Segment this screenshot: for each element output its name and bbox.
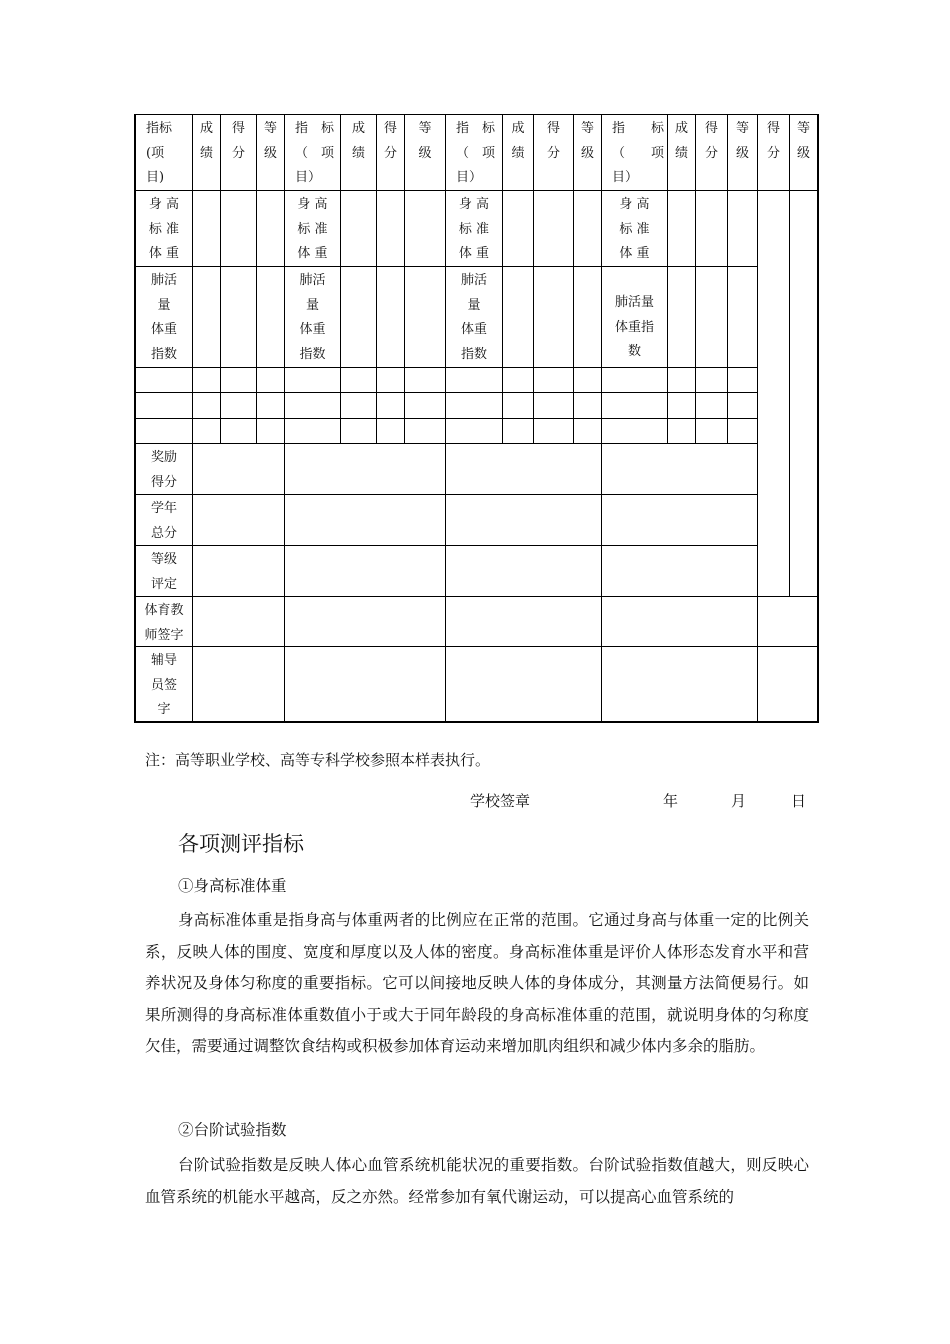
header-points-2: 得 分	[376, 114, 404, 190]
reward-g2	[284, 443, 445, 494]
grade-eval-label: 等级 评定	[135, 545, 192, 596]
data-cell	[695, 392, 727, 418]
data-cell	[695, 190, 727, 266]
data-cell	[192, 266, 220, 367]
header-extra-points: 得 分	[757, 114, 789, 190]
data-cell	[727, 190, 757, 266]
data-cell	[376, 367, 404, 392]
data-cell	[376, 266, 404, 367]
counselor-g4	[601, 646, 757, 721]
reward-g3	[445, 443, 601, 494]
data-cell	[533, 418, 573, 443]
header-indicator-3: 指 标 （ 项 目）	[445, 114, 502, 190]
data-cell	[192, 367, 220, 392]
data-cell	[376, 418, 404, 443]
row-height-weight-4: 身 高 标 准 体 重	[601, 190, 667, 266]
data-cell	[404, 418, 445, 443]
year-total-label: 学年 总分	[135, 494, 192, 545]
data-cell	[376, 392, 404, 418]
data-cell	[533, 266, 573, 367]
data-cell	[573, 367, 601, 392]
header-points-4: 得 分	[695, 114, 727, 190]
header-grade-4: 等 级	[727, 114, 757, 190]
header-score-4: 成 绩	[667, 114, 695, 190]
blank-indicator-cell	[601, 418, 667, 443]
data-cell	[404, 367, 445, 392]
extra-grade-cell	[789, 190, 817, 596]
item2-paragraph: 台阶试验指数是反映人体心血管系统机能状况的重要指数。台阶试验指数值越大，则反映心血管系统的机能水平越高，反之亦然。经常参加有氧代谢运动，可以提高心血管系统的	[145, 1156, 809, 1206]
data-cell	[695, 418, 727, 443]
data-cell	[192, 418, 220, 443]
section-title: 各项测评指标	[178, 832, 304, 856]
data-cell	[573, 392, 601, 418]
table-border	[135, 114, 819, 115]
header-points-3: 得 分	[533, 114, 573, 190]
blank-indicator-cell	[135, 418, 192, 443]
table-border	[134, 114, 136, 723]
row-height-weight-1: 身 高 标 准 体 重	[135, 190, 192, 266]
row-vital-2: 肺活 量 体重 指数	[284, 266, 340, 367]
counselor-sign-label: 辅导 员签 字	[135, 646, 192, 721]
reward-g1	[192, 443, 284, 494]
data-cell	[220, 418, 256, 443]
eval-g3	[445, 545, 601, 596]
data-cell	[340, 392, 376, 418]
blank-indicator-cell	[284, 367, 340, 392]
row-vital-3: 肺活 量 体重 指数	[445, 266, 502, 367]
data-cell	[573, 418, 601, 443]
blank-indicator-cell	[601, 367, 667, 392]
data-cell	[727, 418, 757, 443]
data-cell	[502, 367, 533, 392]
blank-indicator-cell	[445, 418, 502, 443]
header-score-2: 成 绩	[340, 114, 376, 190]
data-cell	[727, 266, 757, 367]
pe-sign-g4	[601, 596, 757, 646]
data-cell	[340, 367, 376, 392]
data-cell	[533, 392, 573, 418]
data-cell	[340, 190, 376, 266]
data-cell	[404, 190, 445, 266]
blank-indicator-cell	[284, 392, 340, 418]
table-border	[135, 721, 819, 723]
eval-g2	[284, 545, 445, 596]
year-label: 年	[663, 792, 679, 810]
counselor-g3	[445, 646, 601, 721]
blank-indicator-cell	[601, 392, 667, 418]
row-vital-4: 肺活量 体重指 数	[601, 266, 667, 367]
data-cell	[256, 367, 284, 392]
data-cell	[695, 367, 727, 392]
blank-indicator-cell	[135, 367, 192, 392]
counselor-g1	[192, 646, 284, 721]
data-cell	[667, 392, 695, 418]
data-cell	[502, 418, 533, 443]
data-cell	[502, 266, 533, 367]
pe-sign-g2	[284, 596, 445, 646]
school-seal-label: 学校签章	[470, 792, 531, 810]
reward-g4	[601, 443, 757, 494]
total-g1	[192, 494, 284, 545]
blank-indicator-cell	[135, 392, 192, 418]
pe-sign-g3	[445, 596, 601, 646]
data-cell	[256, 392, 284, 418]
data-cell	[340, 418, 376, 443]
blank-indicator-cell	[445, 367, 502, 392]
data-cell	[695, 266, 727, 367]
pe-teacher-sign-label: 体育教 师签字	[135, 596, 192, 646]
data-cell	[533, 367, 573, 392]
item1-title: ①身高标准体重	[178, 877, 287, 895]
month-label: 月	[731, 792, 747, 810]
data-cell	[220, 190, 256, 266]
row-vital-1: 肺活 量 体重 指数	[135, 266, 192, 367]
header-indicator-4: 指 标 （ 项 目）	[601, 114, 667, 190]
header-grade-2: 等 级	[404, 114, 445, 190]
table-border	[817, 114, 819, 723]
item2-title: ②台阶试验指数	[178, 1121, 287, 1139]
header-score-1: 成 绩	[192, 114, 220, 190]
data-cell	[667, 266, 695, 367]
data-cell	[256, 266, 284, 367]
header-score-3: 成 绩	[502, 114, 533, 190]
total-g4	[601, 494, 757, 545]
pe-sign-g1	[192, 596, 284, 646]
header-points-1: 得 分	[220, 114, 256, 190]
data-cell	[404, 392, 445, 418]
data-cell	[220, 266, 256, 367]
eval-g4	[601, 545, 757, 596]
data-cell	[404, 266, 445, 367]
header-grade-1: 等 级	[256, 114, 284, 190]
data-cell	[340, 266, 376, 367]
table-note: 注：高等职业学校、高等专科学校参照本样表执行。	[145, 751, 491, 769]
header-indicator-2: 指 标 （ 项 目）	[284, 114, 340, 190]
data-cell	[667, 367, 695, 392]
data-cell	[502, 190, 533, 266]
data-cell	[533, 190, 573, 266]
pe-sign-extra	[757, 596, 817, 646]
data-cell	[727, 367, 757, 392]
data-cell	[667, 418, 695, 443]
day-label: 日	[791, 792, 807, 810]
data-cell	[256, 418, 284, 443]
total-g2	[284, 494, 445, 545]
blank-indicator-cell	[284, 418, 340, 443]
counselor-g2	[284, 646, 445, 721]
data-cell	[727, 392, 757, 418]
data-cell	[573, 190, 601, 266]
data-cell	[376, 190, 404, 266]
data-cell	[220, 367, 256, 392]
header-indicator-1: 指标 (项 目)	[135, 114, 192, 190]
extra-points-cell	[757, 190, 789, 596]
data-cell	[667, 190, 695, 266]
total-g3	[445, 494, 601, 545]
header-extra-grade: 等 级	[789, 114, 817, 190]
eval-g1	[192, 545, 284, 596]
reward-points-label: 奖励 得分	[135, 443, 192, 494]
data-cell	[192, 392, 220, 418]
blank-indicator-cell	[445, 392, 502, 418]
item1-paragraph: 身高标准体重是指身高与体重两者的比例应在正常的范围。它通过身高与体重一定的比例关系，反映人体的围度、宽度和厚度以及人体的密度。身高标准体重是评价人体形态发育水平和营养状况及身体匀称度的重要指标。它可以间接地反映人体的身体成分，其测量方法简便易行。如果所测得的身高标准体重数值小于或大于同年龄段的身高标准体重的范围，就说明身体的匀称度欠佳，需要通过调整饮食结构或积极参加体育运动来增加肌肉组织和减少体内多余的脂肪。	[145, 911, 809, 1055]
data-cell	[573, 266, 601, 367]
data-cell	[502, 392, 533, 418]
row-height-weight-3: 身 高 标 准 体 重	[445, 190, 502, 266]
counselor-extra	[757, 646, 817, 721]
row-height-weight-2: 身 高 标 准 体 重	[284, 190, 340, 266]
data-cell	[256, 190, 284, 266]
data-cell	[192, 190, 220, 266]
header-grade-3: 等 级	[573, 114, 601, 190]
data-cell	[220, 392, 256, 418]
